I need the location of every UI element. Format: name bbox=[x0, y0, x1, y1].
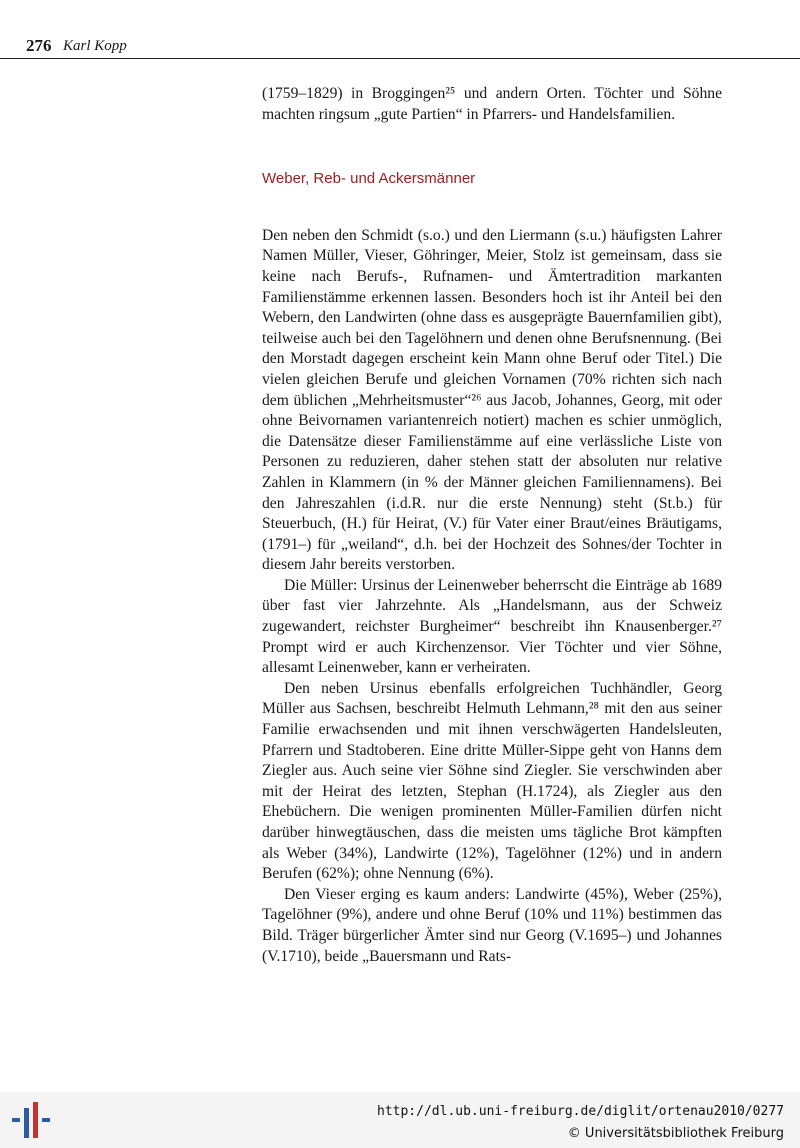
paragraph-continuation: (1759–1829) in Broggingen²⁵ und andern Orten. Töchter und Söhne machten ringsum „gute Partien“ in Pfarrers- und Handelsfamilien. bbox=[262, 85, 722, 123]
page-header bbox=[0, 0, 800, 59]
library-logo-icon bbox=[12, 1098, 52, 1142]
source-link[interactable]: http://dl.ub.uni-freiburg.de/diglit/ortenau2010/0277 bbox=[377, 1104, 784, 1119]
section-heading: Weber, Reb- und Ackersmänner bbox=[262, 170, 476, 188]
page-footer bbox=[0, 1092, 800, 1148]
paragraph-mueller: Die Müller: Ursinus der Leinenweber beherrscht die Einträge ab 1689 über fast vier Jahrzehnte. Als „Handelsmann, aus der Schweiz zugewandert, reichster Burgheimer“ beschreibt ihn Knausenberger.²⁷ Prompt wird er auch Kirchenzensor. Vier Töchter und vier Söhne, allesamt Leinenweber, kann er verheiraten. bbox=[262, 576, 722, 677]
page-number: 276 bbox=[26, 36, 52, 55]
running-head-author: Karl Kopp bbox=[63, 38, 127, 54]
paragraph-intro: Den neben den Schmidt (s.o.) und den Liermann (s.u.) häufigsten Lahrer Namen Müller, Vieser, Göhringer, Meier, Stolz ist gemeinsam, dass sie keine nach Berufs-, Rufnamen- und Ämtertradition markanten Familienstämme erkennen lassen. Besonders hoch ist ihr Anteil bei den Webern, den Landwirten (ohne dass es ausgeprägte Bauernfamilien gibt), teilweise auch bei den Tagelöhnern und denen ohne Berufsnennung. (Bei den Morstadt dagegen erscheint kein Mann ohne Beruf oder Titel.) Die vielen gleichen Berufe und gleichen Vornamen (70% richten sich nach dem üblichen „Mehrheitsmuster“²⁶ aus Jacob, Johannes, Georg, mit oder ohne Beivornamen variantenreich notiert) machen es schier unmöglich, die Datensätze dieser Familienstämme auf eine verlässliche Liste von Personen zu reduzieren, daher stehen statt der absoluten nur relative Zahlen in Klammern (in % der Männer gleichen Familiennamens). Bei den Jahreszahlen (i.d.R. nur die erste Nennung) steht (St.b.) für Steuerbuch, (H.) für Heirat, (V.) für Vater einer Braut/eines Bräutigams, (1791–) für „weiland“, d.h. bei der Hochzeit des Sohnes/der Tochter in diesem Jahr bereits verstorben. bbox=[262, 226, 722, 574]
paragraph-vieser: Den Vieser erging es kaum anders: Landwirte (45%), Weber (25%), Tagelöhner (9%), andere und ohne Beruf (10% und 11%) bestimmen das Bild. Träger bürgerlicher Ämter sind nur Georg (V.1695–) und Johannes (V.1710), beide „Bauersmann und Rats- bbox=[262, 885, 722, 965]
paragraph-mueller-2: Den neben Ursinus ebenfalls erfolgreichen Tuchhändler, Georg Müller aus Sachsen, beschreibt Helmuth Lehmann,²⁸ mit den aus seiner Familie erwachsenden und mit ihnen verschwägerten Handelsleuten, Pfarrern und Stadtoberen. Eine dritte Müller-Sippe geht von Hanns dem Ziegler aus. Auch seine vier Söhne sind Ziegler. Sie verschwinden aber mit der Heirat des letzten, Stephan (H.1724), als Ziegler aus den Ehebüchern. Die wenigen prominenten Müller-Familien dürfen nicht darüber hinwegtäuschen, dass die meisten ums tägliche Brot kämpften als Weber (34%), Landwirte (12%), Tagelöhner (12%) und in andern Berufen (62%); ohne Nennung (6%). bbox=[262, 679, 722, 883]
page-body bbox=[262, 84, 722, 967]
copyright-notice: © Universitätsbibliothek Freiburg bbox=[567, 1126, 784, 1141]
